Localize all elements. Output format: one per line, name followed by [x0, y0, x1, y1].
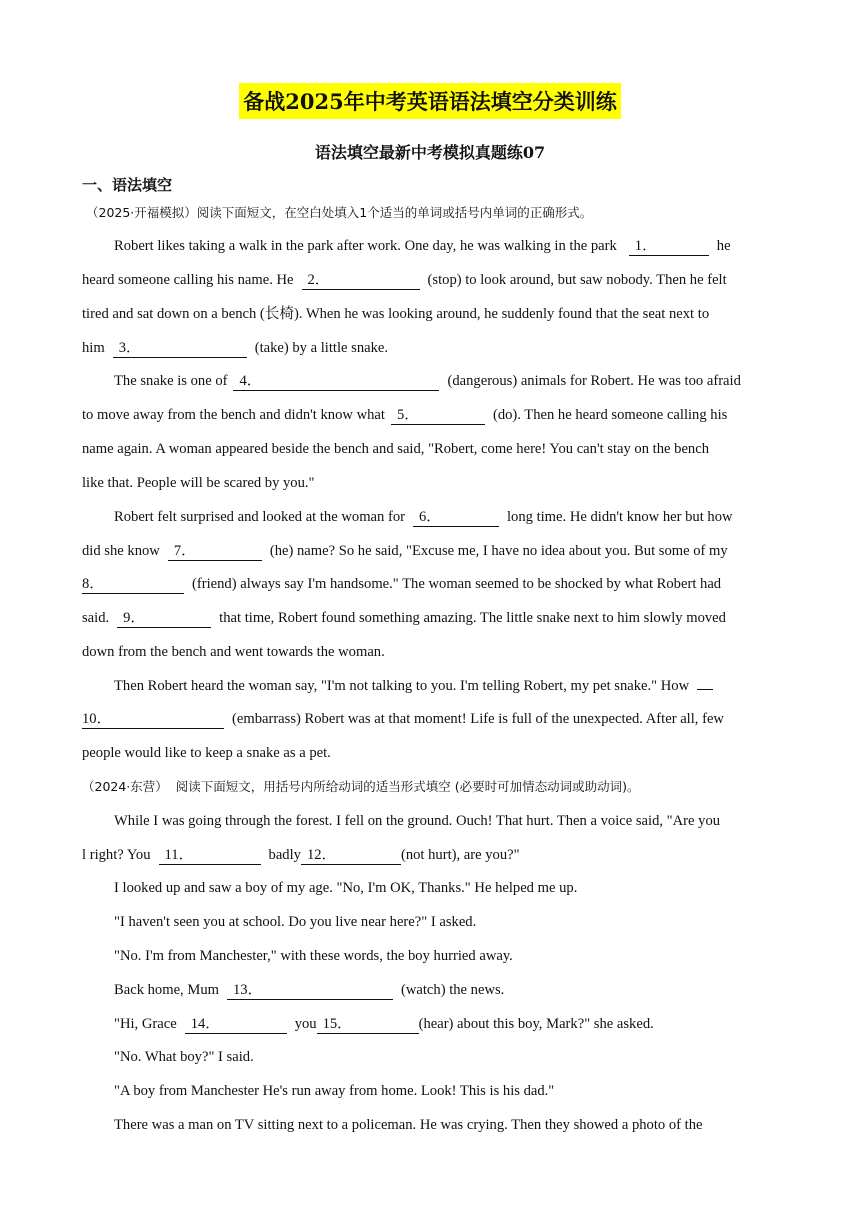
passage1-line — [114, 371, 814, 391]
text-segment: (friend) always say I'm handsome." The woman seemed to be shocked by what Robert had — [192, 576, 722, 592]
answer-blank-13[interactable]: 13． — [227, 982, 393, 1000]
text-segment: "Hi, Grace — [114, 1016, 177, 1032]
passage1-line — [82, 709, 782, 729]
passage1-line: like that. People will be scared by you." — [82, 475, 315, 491]
text-segment: Then Robert heard the woman say, "I'm not talking to you. I'm telling Robert, my pet snake." How — [114, 678, 690, 694]
text-segment: Robert likes taking a walk in the park after work. One day, he was walking in the park — [114, 238, 617, 254]
text-segment: l right? You — [82, 847, 151, 863]
answer-blank-14[interactable]: 14． — [185, 1016, 287, 1034]
document-subtitle: 语法填空最新中考模拟真题练07 — [314, 143, 546, 162]
passage2-line: "No. What boy?" I said. — [114, 1049, 254, 1065]
passage2-line: There was a man on TV sitting next to a policeman. He was crying. Then they showed a photo of the — [114, 1117, 703, 1133]
passage2-line: "No. I'm from Manchester," with these words, the boy hurried away. — [114, 948, 513, 964]
text-segment: (dangerous) animals for Robert. He was too afraid — [447, 373, 741, 389]
text-segment: did she know — [82, 543, 160, 559]
answer-blank-12[interactable]: 12． — [301, 847, 401, 865]
text-segment: badly — [268, 847, 301, 863]
text-segment: The snake is one of — [114, 373, 228, 389]
text-segment: (take) by a little snake. — [254, 340, 389, 356]
text-segment: (hear) about this boy, Mark?" she asked. — [418, 1016, 654, 1032]
text-segment: heard someone calling his name. He — [82, 272, 294, 288]
passage1-line — [82, 574, 782, 594]
text-segment: (not hurt), are you?" — [400, 847, 520, 863]
passage2-source: （2024·东营） — [82, 779, 168, 794]
text-segment: said. — [82, 610, 110, 626]
text-segment: to move away from the bench and didn't know what — [82, 407, 385, 423]
passage1-line — [82, 338, 782, 358]
passage1-line: name again. A woman appeared beside the bench and said, "Robert, come here! You can't stay on the bench — [82, 441, 710, 457]
passage2-instruction: 阅读下面短文，用括号内所给动词的适当形式填空 (必要时可加情态动词或助动词)。 — [175, 779, 640, 794]
passage1-line — [114, 236, 814, 256]
passage1-line: people would like to keep a snake as a pet. — [82, 745, 331, 761]
passage2-line: "I haven't seen you at school. Do you live near here?" I asked. — [114, 914, 477, 930]
answer-blank-6[interactable]: 6． — [413, 509, 499, 527]
text-segment: that time, Robert found something amazing. The little snake next to him slowly moved — [219, 610, 726, 626]
document-title: 备战2025年中考英语语法填空分类训练 — [239, 83, 620, 119]
text-segment: (embarrass) Robert was at that moment! Life is full of the unexpected. After all, few — [232, 711, 724, 727]
text-segment: Back home, Mum — [114, 982, 219, 998]
passage2-line: I looked up and saw a boy of my age. "No, I'm OK, Thanks." He helped me up. — [114, 880, 578, 896]
passage1-line — [82, 405, 782, 425]
answer-blank-15[interactable]: 15． — [317, 1016, 419, 1034]
passage1-line — [114, 507, 814, 527]
text-segment: he — [716, 238, 731, 254]
answer-blank-2[interactable]: 2． — [302, 272, 420, 290]
passage1-line: down from the bench and went towards the woman. — [82, 644, 385, 660]
text-segment: long time. He didn't know her but how — [506, 509, 733, 525]
passage1-line — [82, 270, 782, 290]
section-heading: 一、语法填空 — [82, 176, 173, 194]
answer-blank-1[interactable]: 1． — [629, 238, 709, 256]
passage2-header — [82, 777, 782, 797]
answer-blank-4[interactable]: 4． — [233, 373, 439, 391]
answer-blank-7[interactable]: 7． — [168, 543, 262, 561]
text-segment: Robert felt surprised and looked at the woman for — [114, 509, 405, 525]
passage1-instruction: 阅读下面短文，在空白处填入1个适当的单词或括号内单词的正确形式。 — [196, 205, 593, 220]
passage2-line: "A boy from Manchester He's run away from home. Look! This is his dad." — [114, 1083, 555, 1099]
blank-line-fragment — [697, 689, 713, 690]
answer-blank-9[interactable]: 9． — [117, 610, 211, 628]
passage1-line — [82, 608, 782, 628]
passage1-header — [86, 203, 786, 223]
answer-blank-5[interactable]: 5． — [391, 407, 485, 425]
passage1-source: （2025·开福模拟） — [86, 205, 197, 220]
passage2-line — [114, 980, 814, 1000]
text-segment: you — [294, 1016, 317, 1032]
passage2-line — [82, 845, 782, 865]
passage2-line — [114, 1014, 814, 1034]
text-segment: (watch) the news. — [400, 982, 505, 998]
answer-blank-10[interactable]: 10． — [82, 711, 224, 729]
text-segment: (do). Then he heard someone calling his — [492, 407, 728, 423]
answer-blank-3[interactable]: 3． — [113, 340, 247, 358]
title-block — [0, 83, 860, 119]
answer-blank-8[interactable]: 8． — [82, 576, 184, 594]
answer-blank-11[interactable]: 11． — [159, 847, 261, 865]
passage1-line: tired and sat down on a bench (长椅). When he was looking around, he suddenly found that the seat next to — [82, 306, 710, 322]
passage2-line: While I was going through the forest. I fell on the ground. Ouch! That hurt. Then a voice said, "Are you — [114, 813, 721, 829]
text-segment: (he) name? So he said, "Excuse me, I have no idea about you. But some of my — [269, 543, 728, 559]
text-segment: (stop) to look around, but saw nobody. Then he felt — [427, 272, 727, 288]
passage1-line — [82, 541, 782, 561]
passage1-line — [114, 676, 814, 696]
text-segment: him — [82, 340, 105, 356]
